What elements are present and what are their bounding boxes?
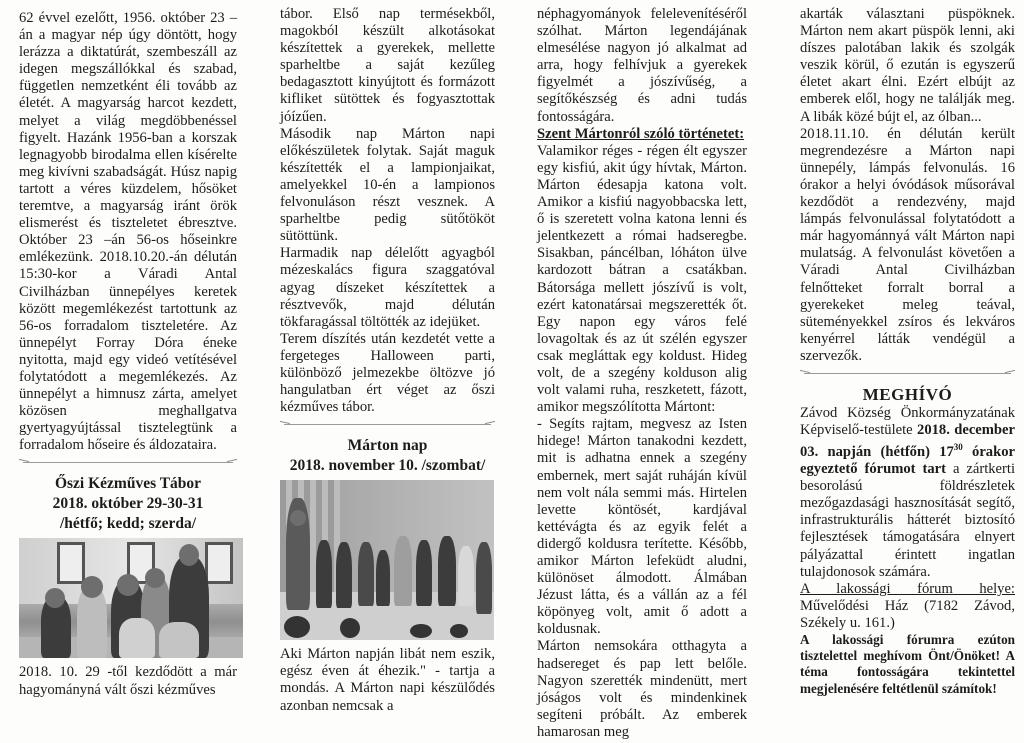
marton-day-photo (280, 480, 494, 640)
heading-line: Őszi Kézműves Tábor (54, 475, 202, 493)
invitation-text-part: a zártkerti besorolású földrészletek mezőgazdasági hasznosítását segítő, infrastrukturális hátterét biztosító fejlesztések támogatására elnyert pályázattal érintett ingatlan tulajdonosok számára. (800, 461, 1016, 580)
marton-day-intro: Aki Márton napján libát nem eszik, egész éven át éhezik." - tartja a mondás. A Márton napi készülődés azonban nemcsak a (280, 646, 495, 714)
section-divider (804, 373, 1011, 375)
marton-story-part1: Valamikor réges - régen élt egyszer egy kisfiú, akit úgy hívtak, Márton. Márton édesapja katona volt. Amikor a kisfiú nagyobbacska lett, ő is szeretett volna katona lenni és jelentkezett a római hadseregbe. Sisakban, páncélban, lóháton ülve kardozott bátran a csatákban. Bátorsága mellett jószívű is volt, ezért katonatársai megszerették őt. Egy napon egy város felé lovagoltak és az út szélén egyszer csak megláttak egy koldust. Hideg volt, de a szegény kolduson alig volt valami ruha, reszketett, fázott, amikor megszólította Mártont: (537, 142, 747, 416)
marton-day-heading (280, 436, 495, 476)
section-divider (284, 424, 491, 426)
forum-location-label: A lakossági fórum helye: (800, 580, 1015, 597)
invitation-date: 2018. december 03. napján (hétfőn) 17 (800, 422, 1016, 461)
marton-story-part3: Márton nemsokára otthagyta a hadsereget és pap lett belőle. Nagyon szerették mindenütt, mert jóságos volt és mindenkinek segíteni próbált. Az emberek hamarosan meg (537, 638, 747, 740)
article-1956-text: 62 évvel ezelőtt, 1956. október 23 – án a magyar nép úgy döntött, hogy lerázza a diktatúrát, szembeszáll az idegen megszállókkal és szabad, független nemzetként éli tovább az életét. A magyarság harcot kezdett, melyet a világ megdöbbenéssel figyelt. Hazánk 1956-ban a korszak legnagyobb birodalma ellen kísérelte meg kivívni szabadságát. Húsz napig tartott a véres küzdelem, hősöket teremtve, a magyarság iránt örök elismerést és tiszteletet ébresztve. Október 23 –án 56-os hőseinkre emlékezünk. 2018.10.20.-án délután 15:30-kor a Váradi Antal Civilházban ünnepélyes keretek között megemlékezést tartottunk az 56-os forradalom tiszteletére. Az ünnepélyt Forray Dóra éneke nyitotta, majd egy videó vetítésével folytatódott a megemlékezés. Az ünnepélyt a himnusz zárta, amelyet közösen meghallgatva gyertyagyújtással tisztelegtünk a forradalom hőseire és áldozataira. (19, 10, 237, 454)
craft-camp-photo (19, 538, 243, 658)
craft-camp-intro: 2018. 10. 29 -től kezdődött a már hagyományná vált őszi kézműves (19, 664, 237, 698)
column-1 (19, 10, 237, 699)
invitation-text-part: Závod Község Önkormányzatának Képviselő-testülete (800, 404, 1015, 439)
invitation-heading: MEGHÍVÓ (862, 384, 953, 404)
invitation-time-minutes: 30 (953, 442, 963, 453)
craft-camp-heading (19, 474, 237, 534)
column-2 (280, 6, 495, 715)
marton-story-part2: - Segíts rajtam, megvesz az Isten hidege! Márton tanakodni kezdett, mit is adhatna ennek a szegény embernek, mert saját ruháján kívül nem volt nála semmi más. Hirtelen levette köntösét, kardjával kettévágta és az egyik felét a didergő koldusra terítette. Később, amikor Márton lefeküdt aludni, különöset álmodott. Álmában Jézust látta, és a vállán az a fél köpönyeg volt, amit ő adott a koldusnak. (537, 416, 747, 638)
heading-line: /hétfő; kedd; szerda/ (59, 515, 197, 533)
craft-camp-day3: Harmadik nap délelőtt agyagból mézeskalács figura szaggatóval agyag díszeket készítettek a résztvevők, majd délután tökfaragással töltötték az idejüket. (280, 245, 495, 330)
invitation-closing: A lakossági fórumra ezúton tisztelettel meghívom Önt/Önöket! A téma fontosságára tekintettel megjelenésére feltétlenül számítok! (800, 632, 1015, 696)
marton-story-subheading: Szent Mártonról szóló történetet: (537, 125, 745, 142)
forum-location (800, 581, 1015, 632)
section-divider (23, 462, 233, 464)
heading-line: 2018. november 10. /szombat/ (289, 457, 486, 475)
craft-camp-day1: tábor. Első nap termésekből, magokból készült alkotásokat készítettek a gyerekek, mellette sparheltbe a saját kezűleg bedagasztott kinyújtott és formázott kifliket sütöttek és fogyasztottak jóízűen. (280, 6, 495, 125)
marton-story-ending: akarták választani püspöknek. Márton nem akart püspök lenni, aki díszes palotában lakik és szolgák veszik körül, ő ezután is egyszerű életet akart élni. Ezért elbújt az emberek elől, hogy ne találják meg. A libák közé bújt el, az ólban... (800, 6, 1015, 125)
craft-camp-day2: Második nap Márton napi előkészületek folytak. Saját maguk készítették el a lampionjaikat, amelyekkel 10-én a lampionos felvonuláson részt vesznek. A sparheltbe pedig sütőtököt sütöttünk. (280, 125, 495, 245)
column-3 (537, 6, 747, 741)
column-4 (800, 6, 1015, 697)
invitation-forum: órakor egyeztető fórumot tart (800, 444, 1015, 478)
marton-event-report: 2018.11.10. én délután került megrendezésre a Márton napi ünnepély, lámpás felvonulás. 16 órakor a helyi óvódások műsorával kezdődöt a rendezvény, majd lámpás felvonulással folytatódott a már hagyománnyá vált Márton napi mulatság. A felvonulást követően a Váradi Antal Civilházban felnőtteket forralt borral a gyerekeket meleg teával, süteményekkel zsíros és lekváros kenyérrel látták vendégül a szervezők. (800, 125, 1015, 364)
craft-camp-halloween: Terem díszítés után kezdetét vette a fergeteges Halloween parti, különböző jelmezekbe öltözve jó hangulatban ért véget az őszi kézműves tábor. (280, 330, 495, 416)
marton-legend-intro: néphagyományok felelevenítéséről szólhat. Márton legendájának elmesélése nagyon jó alkalmat ad arra, hogy felhívjuk a gyerekek figyelmét a jószívűség, a segítőkészség és adni tudás fontosságára. (537, 6, 747, 125)
heading-line: 2018. október 29-30-31 (52, 495, 204, 513)
forum-location-value: Művelődési Ház (7182 Závod, Székely u. 161.) (800, 597, 1015, 631)
invitation-text (800, 405, 1015, 581)
heading-line: Márton nap (347, 437, 428, 455)
